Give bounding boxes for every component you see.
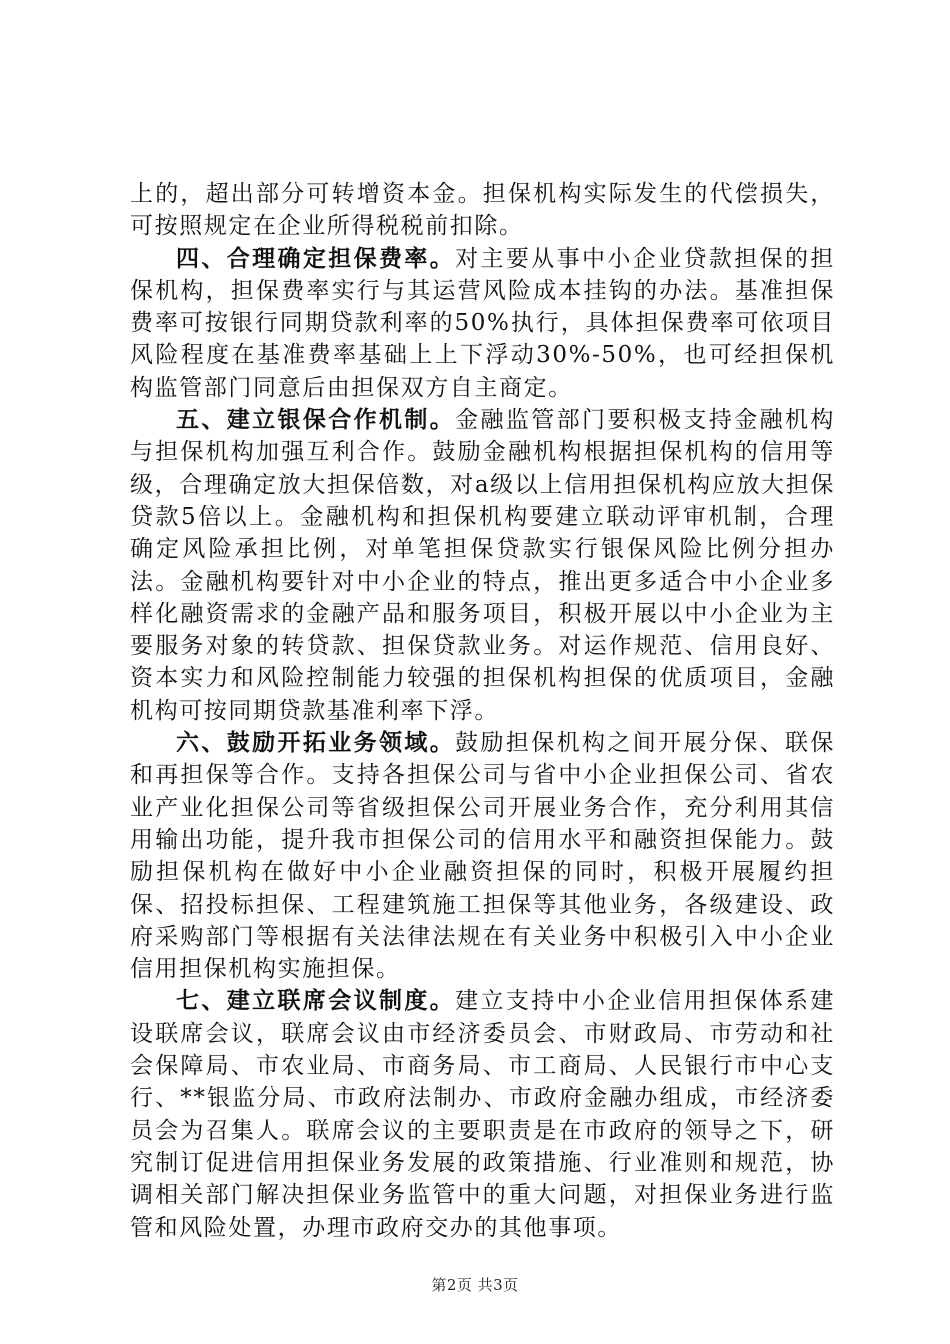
section-heading: 六、鼓励开拓业务领域。 [176,729,456,757]
page-number: 第2页 共3页 [431,1276,519,1294]
section-heading: 四、合理确定担保费率。 [176,244,456,272]
paragraph-text: 对主要从事中小企业贷款担保的担保机构，担保费率实行与其运营风险成本挂钩的办法。基准担保费率可按银行同期贷款利率的50%执行，具体担保费率可依项目风险程度在基准费率基础上上下浮动30%-50%，也可经担保机构监管部门同意后由担保双方自主商定。 [130,245,835,401]
document-body [130,178,835,1244]
paragraph-continuation [130,178,835,243]
paragraph-text: 上的，超出部分可转增资本金。担保机构实际发生的代偿损失，可按照规定在企业所得税税前扣除。 [130,181,835,240]
paragraph-section-5 [130,404,835,727]
paragraph-section-4 [130,243,835,404]
paragraph-text: 金融监管部门要积极支持金融机构与担保机构加强互利合作。鼓励金融机构根据担保机构的信用等级，合理确定放大担保倍数，对a级以上信用担保机构应放大担保贷款5倍以上。金融机构和担保机构要建立联动评审机制，合理确定风险承担比例，对单笔担保贷款实行银保风险比例分担办法。金融机构要针对中小企业的特点，推出更多适合中小企业多样化融资需求的金融产品和服务项目，积极开展以中小企业为主要服务对象的转贷款、担保贷款业务。对运作规范、信用良好、资本实力和风险控制能力较强的担保机构担保的优质项目，金融机构可按同期贷款基准利率下浮。 [130,407,835,724]
paragraph-section-6 [130,727,835,985]
page-footer [0,1274,950,1295]
paragraph-text: 建立支持中小企业信用担保体系建设联席会议，联席会议由市经济委员会、市财政局、市劳动和社会保障局、市农业局、市商务局、市工商局、人民银行市中心支行、**银监分局、市政府法制办、市政府金融办组成，市经济委员会为召集人。联席会议的主要职责是在市政府的领导之下，研究制订促进信用担保业务发展的政策措施、行业准则和规范，协调相关部门解决担保业务监管中的重大问题，对担保业务进行监管和风险处置，办理市政府交办的其他事项。 [130,988,835,1241]
paragraph-section-7 [130,985,835,1243]
paragraph-text: 鼓励担保机构之间开展分保、联保和再担保等合作。支持各担保公司与省中小企业担保公司、省农业产业化担保公司等省级担保公司开展业务合作，充分利用其信用输出功能，提升我市担保公司的信用水平和融资担保能力。鼓励担保机构在做好中小企业融资担保的同时，积极开展履约担保、招投标担保、工程建筑施工担保等其他业务，各级建设、政府采购部门等根据有关法律法规在有关业务中积极引入中小企业信用担保机构实施担保。 [130,730,835,983]
section-heading: 五、建立银保合作机制。 [176,406,456,434]
section-heading: 七、建立联席会议制度。 [176,987,456,1015]
